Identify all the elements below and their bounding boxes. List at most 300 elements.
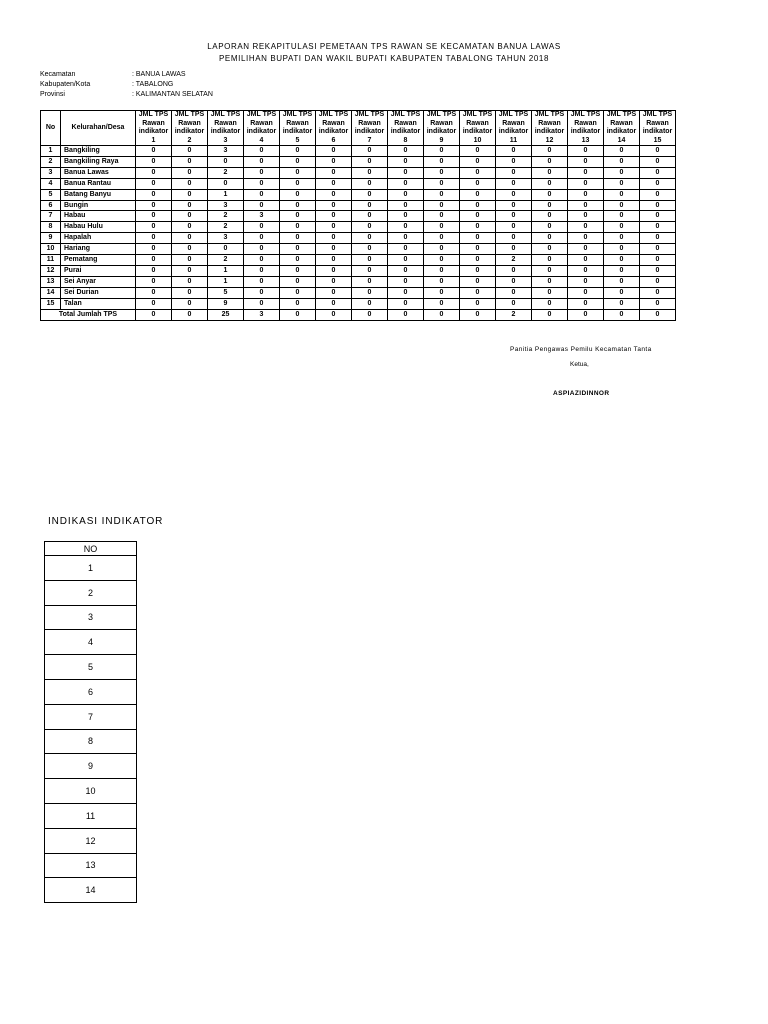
row-value: 0: [316, 287, 352, 298]
row-value: 0: [172, 167, 208, 178]
row-value: 0: [604, 211, 640, 222]
row-value: 5: [208, 287, 244, 298]
row-value: 0: [424, 244, 460, 255]
total-value: 25: [208, 309, 244, 320]
indicator-col-header: JML TPS Rawan indikator 2: [172, 111, 208, 146]
indicator-col-header: JML TPS Rawan indikator 3: [208, 111, 244, 146]
row-village-name: Bangkiling: [61, 146, 136, 157]
indicator-col-header: JML TPS Rawan indikator 14: [604, 111, 640, 146]
row-value: 0: [424, 287, 460, 298]
row-value: 0: [136, 156, 172, 167]
row-value: 0: [136, 178, 172, 189]
row-value: 0: [280, 167, 316, 178]
total-row: [41, 309, 676, 320]
meta-row: [40, 70, 213, 80]
row-value: 0: [388, 287, 424, 298]
row-value: 0: [244, 189, 280, 200]
row-value: 0: [460, 167, 496, 178]
table-row: [41, 265, 676, 276]
row-value: 0: [244, 255, 280, 266]
row-village-name: Sei Durian: [61, 287, 136, 298]
row-value: 0: [496, 146, 532, 157]
table-row: [41, 298, 676, 309]
row-value: 0: [532, 265, 568, 276]
indikasi-number: 1: [45, 556, 137, 581]
row-value: 0: [352, 167, 388, 178]
row-value: 0: [136, 189, 172, 200]
row-value: 0: [532, 200, 568, 211]
row-value: 1: [208, 265, 244, 276]
row-value: 0: [532, 298, 568, 309]
indicator-col-header: JML TPS Rawan indikator 6: [316, 111, 352, 146]
row-value: 0: [172, 276, 208, 287]
row-value: 0: [172, 298, 208, 309]
row-village-name: Banua Rantau: [61, 178, 136, 189]
total-value: 0: [172, 309, 208, 320]
row-village-name: Sei Anyar: [61, 276, 136, 287]
row-value: 0: [172, 222, 208, 233]
row-value: 0: [496, 200, 532, 211]
row-value: 0: [244, 146, 280, 157]
table-row: [41, 255, 676, 266]
row-value: 0: [388, 265, 424, 276]
row-no: 6: [41, 200, 61, 211]
row-value: 0: [640, 146, 676, 157]
row-value: 0: [388, 255, 424, 266]
row-value: 0: [604, 255, 640, 266]
total-label: Total Jumlah TPS: [41, 309, 136, 320]
row-value: 0: [136, 244, 172, 255]
row-village-name: Habau Hulu: [61, 222, 136, 233]
row-value: 0: [352, 265, 388, 276]
row-value: 0: [496, 244, 532, 255]
row-value: 0: [352, 298, 388, 309]
meta-label: Kecamatan: [40, 71, 76, 78]
row-value: 0: [604, 233, 640, 244]
row-value: 0: [640, 298, 676, 309]
row-value: 0: [424, 200, 460, 211]
row-value: 0: [316, 211, 352, 222]
row-value: 0: [388, 167, 424, 178]
row-value: 0: [280, 233, 316, 244]
row-village-name: Habau: [61, 211, 136, 222]
indikasi-number: 12: [45, 828, 137, 853]
indicator-col-header: JML TPS Rawan indikator 10: [460, 111, 496, 146]
total-value: 0: [640, 309, 676, 320]
signature-org: Panitia Pengawas Pemilu Kecamatan Tanta: [510, 346, 652, 353]
indikasi-no-header: NO: [45, 542, 137, 556]
indicator-col-header: JML TPS Rawan indikator 9: [424, 111, 460, 146]
row-value: 0: [208, 178, 244, 189]
row-value: 0: [496, 178, 532, 189]
row-value: 0: [604, 276, 640, 287]
row-value: 0: [388, 244, 424, 255]
row-value: 0: [640, 255, 676, 266]
row-value: 0: [136, 222, 172, 233]
row-value: 0: [640, 200, 676, 211]
row-value: 0: [244, 265, 280, 276]
row-value: 0: [352, 189, 388, 200]
row-value: 0: [424, 255, 460, 266]
table-row: [41, 222, 676, 233]
row-value: 0: [532, 222, 568, 233]
row-value: 0: [136, 167, 172, 178]
row-value: 0: [460, 156, 496, 167]
row-value: 0: [136, 233, 172, 244]
indicator-col-header: JML TPS Rawan indikator 12: [532, 111, 568, 146]
row-value: 0: [316, 156, 352, 167]
row-value: 0: [280, 211, 316, 222]
row-value: 0: [460, 178, 496, 189]
row-value: 0: [388, 298, 424, 309]
row-value: 0: [424, 233, 460, 244]
row-no: 7: [41, 211, 61, 222]
row-no: 15: [41, 298, 61, 309]
row-value: 2: [208, 167, 244, 178]
row-no: 10: [41, 244, 61, 255]
row-value: 0: [424, 211, 460, 222]
row-no: 13: [41, 276, 61, 287]
row-value: 0: [388, 233, 424, 244]
row-value: 0: [460, 222, 496, 233]
row-value: 0: [424, 178, 460, 189]
row-value: 0: [244, 222, 280, 233]
row-value: 0: [136, 276, 172, 287]
row-value: 0: [640, 265, 676, 276]
table-row: [41, 189, 676, 200]
indikasi-number: 2: [45, 580, 137, 605]
indikasi-number: 8: [45, 729, 137, 754]
row-no: 11: [41, 255, 61, 266]
row-value: 0: [352, 178, 388, 189]
indikasi-number: 6: [45, 679, 137, 704]
row-no: 4: [41, 178, 61, 189]
row-value: 0: [460, 146, 496, 157]
row-value: 0: [244, 178, 280, 189]
row-value: 0: [532, 178, 568, 189]
indikasi-number: 7: [45, 704, 137, 729]
meta-label: Provinsi: [40, 91, 65, 98]
total-value: 0: [424, 309, 460, 320]
row-value: 0: [352, 276, 388, 287]
row-value: 0: [424, 146, 460, 157]
total-value: 0: [316, 309, 352, 320]
row-value: 0: [316, 255, 352, 266]
row-value: 0: [388, 178, 424, 189]
row-value: 0: [388, 156, 424, 167]
row-value: 0: [280, 200, 316, 211]
row-no: 3: [41, 167, 61, 178]
row-value: 0: [532, 189, 568, 200]
row-value: 0: [532, 244, 568, 255]
indicator-col-header: JML TPS Rawan indikator 8: [388, 111, 424, 146]
row-village-name: Banua Lawas: [61, 167, 136, 178]
row-value: 0: [424, 167, 460, 178]
meta-row: [40, 80, 213, 90]
row-value: 3: [208, 233, 244, 244]
row-value: 0: [532, 287, 568, 298]
row-value: 0: [568, 156, 604, 167]
row-value: 0: [604, 200, 640, 211]
indicator-col-header: JML TPS Rawan indikator 11: [496, 111, 532, 146]
row-village-name: Batang Banyu: [61, 189, 136, 200]
row-value: 3: [244, 211, 280, 222]
row-no: 14: [41, 287, 61, 298]
row-village-name: Pematang: [61, 255, 136, 266]
row-value: 0: [640, 167, 676, 178]
row-value: 0: [568, 167, 604, 178]
row-value: 0: [280, 265, 316, 276]
row-value: 0: [604, 156, 640, 167]
row-value: 2: [208, 222, 244, 233]
row-value: 0: [352, 233, 388, 244]
row-value: 0: [244, 244, 280, 255]
row-value: 0: [568, 265, 604, 276]
row-value: 0: [352, 222, 388, 233]
row-value: 9: [208, 298, 244, 309]
indicator-col-header: JML TPS Rawan indikator 4: [244, 111, 280, 146]
row-value: 0: [352, 211, 388, 222]
row-value: 2: [496, 255, 532, 266]
row-value: 0: [280, 298, 316, 309]
row-value: 0: [604, 287, 640, 298]
row-value: 0: [280, 244, 316, 255]
row-value: 0: [388, 276, 424, 287]
row-value: 0: [640, 211, 676, 222]
row-value: 0: [640, 222, 676, 233]
row-value: 0: [280, 189, 316, 200]
total-value: 0: [388, 309, 424, 320]
row-value: 0: [568, 189, 604, 200]
row-value: 0: [568, 255, 604, 266]
row-value: 0: [604, 265, 640, 276]
row-value: 0: [352, 287, 388, 298]
row-value: 0: [172, 233, 208, 244]
row-value: 0: [424, 298, 460, 309]
row-value: 0: [496, 156, 532, 167]
row-value: 0: [352, 255, 388, 266]
row-value: 0: [136, 146, 172, 157]
table-row: [41, 233, 676, 244]
row-value: 0: [640, 233, 676, 244]
row-value: 0: [568, 211, 604, 222]
total-value: 0: [460, 309, 496, 320]
row-value: 0: [460, 244, 496, 255]
row-value: 3: [208, 146, 244, 157]
row-value: 0: [640, 156, 676, 167]
indikasi-number: 14: [45, 878, 137, 903]
indikasi-number: 3: [45, 605, 137, 630]
row-value: 0: [388, 146, 424, 157]
row-value: 0: [316, 298, 352, 309]
row-value: 0: [172, 255, 208, 266]
row-value: 0: [352, 146, 388, 157]
indikasi-number: 13: [45, 853, 137, 878]
row-value: 0: [316, 167, 352, 178]
table-row: [41, 287, 676, 298]
row-value: 0: [568, 244, 604, 255]
row-value: 0: [316, 189, 352, 200]
row-value: 0: [640, 178, 676, 189]
row-value: 0: [568, 233, 604, 244]
report-meta: [40, 70, 213, 100]
row-no: 5: [41, 189, 61, 200]
row-value: 0: [244, 276, 280, 287]
total-value: 2: [496, 309, 532, 320]
table-row: [41, 156, 676, 167]
row-value: 0: [460, 265, 496, 276]
signature-name: ASPIAZIDINNOR: [553, 390, 610, 397]
row-village-name: Talan: [61, 298, 136, 309]
indikasi-number: 9: [45, 754, 137, 779]
row-value: 0: [568, 146, 604, 157]
row-value: 0: [388, 189, 424, 200]
row-value: 0: [640, 287, 676, 298]
row-value: 0: [424, 189, 460, 200]
recap-table: [40, 110, 676, 321]
row-value: 0: [460, 189, 496, 200]
row-value: 0: [604, 298, 640, 309]
meta-row: [40, 90, 213, 100]
row-no: 1: [41, 146, 61, 157]
row-value: 0: [532, 276, 568, 287]
row-value: 0: [424, 156, 460, 167]
row-value: 0: [460, 211, 496, 222]
row-value: 1: [208, 189, 244, 200]
row-value: 0: [460, 298, 496, 309]
row-value: 0: [208, 156, 244, 167]
row-value: 0: [604, 189, 640, 200]
row-value: 0: [136, 265, 172, 276]
indikasi-table: [44, 541, 137, 903]
row-value: 0: [388, 200, 424, 211]
report-title-line1: LAPORAN REKAPITULASI PEMETAAN TPS RAWAN SE KECAMATAN BANUA LAWAS: [207, 42, 561, 51]
table-row: [41, 200, 676, 211]
row-value: 0: [244, 287, 280, 298]
col-no-header: No: [41, 111, 61, 146]
meta-label: Kabupaten/Kota: [40, 81, 91, 88]
row-value: 0: [568, 287, 604, 298]
row-village-name: Hariang: [61, 244, 136, 255]
row-value: 0: [136, 287, 172, 298]
table-row: [41, 167, 676, 178]
total-value: 0: [280, 309, 316, 320]
row-village-name: Bangkiling Raya: [61, 156, 136, 167]
indicator-col-header: JML TPS Rawan indikator 1: [136, 111, 172, 146]
row-value: 0: [172, 265, 208, 276]
row-value: 0: [172, 189, 208, 200]
table-row: [41, 244, 676, 255]
row-value: 0: [244, 167, 280, 178]
row-value: 0: [604, 244, 640, 255]
row-value: 0: [532, 255, 568, 266]
row-village-name: Purai: [61, 265, 136, 276]
row-value: 0: [316, 200, 352, 211]
row-value: 0: [244, 233, 280, 244]
row-value: 0: [172, 178, 208, 189]
row-value: 0: [460, 255, 496, 266]
row-village-name: Bungin: [61, 200, 136, 211]
row-no: 8: [41, 222, 61, 233]
row-value: 0: [532, 211, 568, 222]
row-value: 0: [496, 287, 532, 298]
row-value: 0: [604, 167, 640, 178]
row-value: 0: [568, 276, 604, 287]
row-value: 0: [244, 298, 280, 309]
row-value: 0: [604, 178, 640, 189]
indicator-col-header: JML TPS Rawan indikator 7: [352, 111, 388, 146]
row-value: 0: [640, 189, 676, 200]
row-value: 0: [604, 146, 640, 157]
row-value: 0: [352, 244, 388, 255]
row-value: 0: [172, 287, 208, 298]
row-value: 2: [208, 255, 244, 266]
row-value: 0: [172, 211, 208, 222]
row-value: 0: [640, 276, 676, 287]
row-value: 0: [532, 146, 568, 157]
row-value: 0: [496, 298, 532, 309]
row-value: 0: [640, 244, 676, 255]
row-value: 0: [460, 287, 496, 298]
row-value: 0: [280, 287, 316, 298]
meta-value: : KALIMANTAN SELATAN: [132, 91, 213, 98]
row-value: 0: [172, 244, 208, 255]
row-value: 0: [568, 298, 604, 309]
row-value: 0: [496, 211, 532, 222]
total-value: 0: [136, 309, 172, 320]
indikasi-number: 11: [45, 803, 137, 828]
row-value: 0: [136, 200, 172, 211]
row-value: 0: [280, 276, 316, 287]
row-value: 2: [208, 211, 244, 222]
total-value: 3: [244, 309, 280, 320]
row-value: 0: [388, 211, 424, 222]
row-value: 0: [316, 146, 352, 157]
table-row: [41, 211, 676, 222]
row-value: 0: [352, 200, 388, 211]
row-value: 0: [244, 200, 280, 211]
col-name-header: Kelurahan/Desa: [61, 111, 136, 146]
row-value: 0: [280, 156, 316, 167]
row-value: 0: [316, 178, 352, 189]
row-value: 0: [604, 222, 640, 233]
row-value: 0: [244, 156, 280, 167]
row-value: 0: [496, 222, 532, 233]
row-value: 1: [208, 276, 244, 287]
row-value: 0: [496, 233, 532, 244]
total-value: 0: [532, 309, 568, 320]
row-value: 0: [172, 200, 208, 211]
row-value: 0: [280, 178, 316, 189]
indikasi-number: 4: [45, 630, 137, 655]
total-value: 0: [568, 309, 604, 320]
indicator-col-header: JML TPS Rawan indikator 5: [280, 111, 316, 146]
row-value: 0: [460, 233, 496, 244]
row-village-name: Hapalah: [61, 233, 136, 244]
row-value: 0: [496, 167, 532, 178]
row-value: 0: [208, 244, 244, 255]
report-title-line2: PEMILIHAN BUPATI DAN WAKIL BUPATI KABUPATEN TABALONG TAHUN 2018: [218, 54, 550, 63]
row-value: 0: [532, 233, 568, 244]
row-no: 9: [41, 233, 61, 244]
row-value: 0: [424, 276, 460, 287]
row-value: 0: [316, 276, 352, 287]
row-value: 0: [172, 146, 208, 157]
indicator-col-header: JML TPS Rawan indikator 13: [568, 111, 604, 146]
table-row: [41, 146, 676, 157]
row-value: 0: [136, 298, 172, 309]
table-row: [41, 178, 676, 189]
